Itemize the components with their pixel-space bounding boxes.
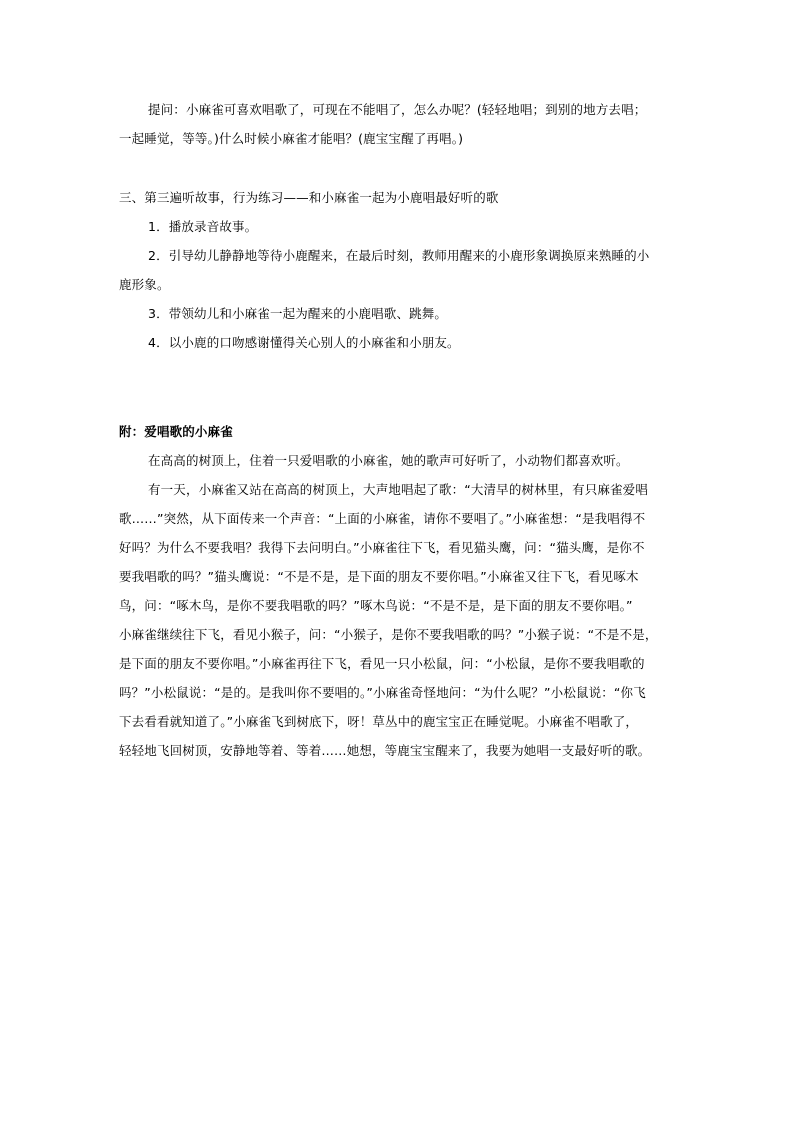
step-1: 1．播放录音故事。 (148, 219, 258, 234)
story-line: 轻轻地飞回树顶，安静地等着、等着……她想，等鹿宝宝醒来了，我要为她唱一支最好听的歌。 (119, 743, 651, 758)
step-2-line-2: 鹿形象。 (119, 277, 170, 292)
story-line: 吗？”小松鼠说：“是的。是我叫你不要唱的。”小麻雀奇怪地问：“为什么呢？”小松鼠说：“你飞 (119, 685, 646, 700)
story-line: 好吗？为什么不要我唱？我得下去问明白。”小麻雀往下飞，看见猫头鹰，问：“猫头鹰，是你不 (119, 540, 645, 555)
appendix-title: 附：爱唱歌的小麻雀 (119, 424, 233, 439)
step-4: 4．以小鹿的口吻感谢懂得关心别人的小麻雀和小朋友。 (148, 335, 460, 350)
section-three-heading: 三、第三遍听故事，行为练习——和小麻雀一起为小鹿唱最好听的歌 (119, 190, 499, 205)
story-line: 鸟，问：“啄木鸟，是你不要我唱歌的吗？”啄木鸟说：“不是不是，是下面的朋友不要你唱。” (119, 598, 633, 613)
story-line: 小麻雀继续往下飞，看见小猴子，问：“小猴子，是你不要我唱歌的吗？”小猴子说：“不是不是， (119, 627, 658, 642)
story-line: 要我唱歌的吗？”猫头鹰说：“不是不是，是下面的朋友不要你唱。”小麻雀又往下飞，看见啄木 (119, 569, 639, 584)
story-paragraph-1: 在高高的树顶上，住着一只爱唱歌的小麻雀，她的歌声可好听了，小动物们都喜欢听。 (148, 453, 629, 468)
story-line: 是下面的朋友不要你唱。”小麻雀再往下飞，看见一只小松鼠，问：“小松鼠，是你不要我唱歌的 (119, 656, 645, 671)
step-3: 3．带领幼儿和小麻雀一起为醒来的小鹿唱歌、跳舞。 (148, 306, 448, 321)
step-2-line-1: 2．引导幼儿静静地等待小鹿醒来，在最后时刻，教师用醒来的小鹿形象调换原来熟睡的小 (148, 248, 650, 263)
question-line-2: 一起睡觉，等等。)什么时候小麻雀才能唱？(鹿宝宝醒了再唱。) (119, 131, 464, 146)
story-line: 歌……”突然，从下面传来一个声音：“上面的小麻雀，请你不要唱了。”小麻雀想：“是我唱得不 (119, 511, 646, 526)
story-line: 下去看看就知道了。”小麻雀飞到树底下，呀！草丛中的鹿宝宝正在睡觉呢。小麻雀不唱歌了， (119, 714, 639, 729)
story-line: 有一天，小麻雀又站在高高的树顶上，大声地唱起了歌：“大清早的树林里，有只麻雀爱唱 (148, 482, 648, 497)
question-line-1: 提问：小麻雀可喜欢唱歌了，可现在不能唱了，怎么办呢？(轻轻地唱；到别的地方去唱； (148, 102, 647, 117)
